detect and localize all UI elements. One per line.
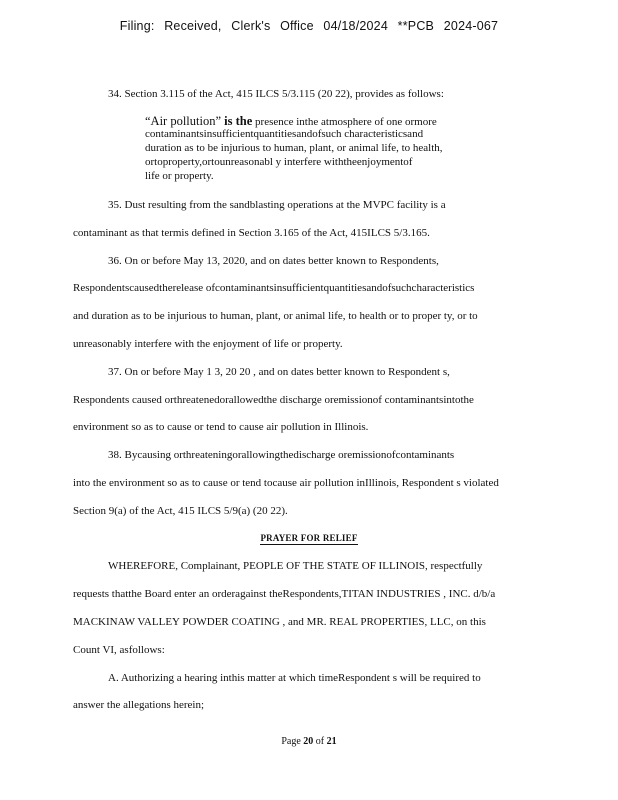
filing-header: Filing: Received, Clerk's Office 04/18/2024 **PCB 2024-067 — [119, 19, 499, 33]
quote-line-1-rest: presence inthe atmosphere of one ormore — [252, 116, 437, 128]
para-36-line-4: unreasonably interfere with the enjoyment of life or property. — [73, 338, 343, 350]
para-35-line-1: 35. Dust resulting from the sandblasting operations at the MVPC facility is a — [108, 199, 446, 211]
page-word: Page — [281, 736, 301, 747]
quote-term-is: is the — [221, 114, 253, 128]
para-34-quote-line-4: ortoproperty,ortounreasonabl y interfere withtheenjoymentof — [145, 156, 413, 168]
current-page-number: 20 — [303, 736, 314, 747]
para-38-line-2: into the environment so as to cause or tend tocause air pollution inIllinois, Respondent s violated — [73, 477, 499, 489]
para-37-line-2: Respondents caused orthreatenedorallowedthe discharge oremissionof contaminantsintothe — [73, 394, 474, 406]
para-35-line-2: contaminant as that termis defined in Section 3.165 of the Act, 415ILCS 5/3.165. — [73, 227, 430, 239]
wherefore-line-2: requests thatthe Board enter an orderagainst theRespondents,TITAN INDUSTRIES , INC. d/b/a — [73, 588, 496, 600]
heading-text: PRAYER FOR RELIEF — [260, 533, 358, 543]
item-a-line-1: A. Authorizing a hearing inthis matter at which timeRespondent s will be required to — [108, 672, 481, 684]
of-word: of — [315, 736, 325, 747]
quote-term-text: “Air pollution” — [145, 114, 222, 128]
wherefore-line-1: WHEREFORE, Complainant, PEOPLE OF THE STATE OF ILLINOIS, respectfully — [108, 560, 483, 572]
page-number-footer — [0, 736, 618, 747]
para-37-line-1: 37. On or before May 1 3, 20 20 , and on dates better known to Respondent s, — [108, 366, 450, 378]
item-a-line-2: answer the allegations herein; — [73, 699, 205, 711]
para-34-quote-line-5: life or property. — [145, 170, 214, 182]
para-34-line-1: 34. Section 3.115 of the Act, 415 ILCS 5/3.115 (20 22), provides as follows: — [108, 88, 444, 100]
para-37-line-3: environment so as to cause or tend to cause air pollution in Illinois. — [73, 421, 369, 433]
para-38-line-3: Section 9(a) of the Act, 415 ILCS 5/9(a) (20 22). — [73, 505, 288, 517]
para-38-line-1: 38. Bycausing orthreateningorallowingthedischarge oremissionofcontaminants — [108, 449, 455, 461]
total-pages-number: 21 — [326, 736, 337, 747]
para-34-quote-line-1 — [145, 115, 437, 129]
quote-term — [145, 114, 252, 128]
para-36-line-2: Respondentscausedtherelease ofcontaminantsinsufficientquantitiesandofsuchcharacteristics — [73, 282, 475, 294]
para-36-line-1: 36. On or before May 13, 2020, and on dates better known to Respondents, — [108, 255, 439, 267]
prayer-for-relief-heading — [0, 533, 618, 543]
wherefore-line-3: MACKINAW VALLEY POWDER COATING , and MR. REAL PROPERTIES, LLC, on this — [73, 616, 486, 628]
wherefore-line-4: Count VI, asfollows: — [73, 644, 165, 656]
para-34-quote-line-3: duration as to be injurious to human, plant, or animal life, to health, — [145, 142, 443, 154]
para-36-line-3: and duration as to be injurious to human, plant, or animal life, to health or to proper ty, or to — [73, 310, 478, 322]
para-34-quote-line-2: contaminantsinsufficientquantitiesandofsuch characteristicsand — [145, 128, 424, 140]
